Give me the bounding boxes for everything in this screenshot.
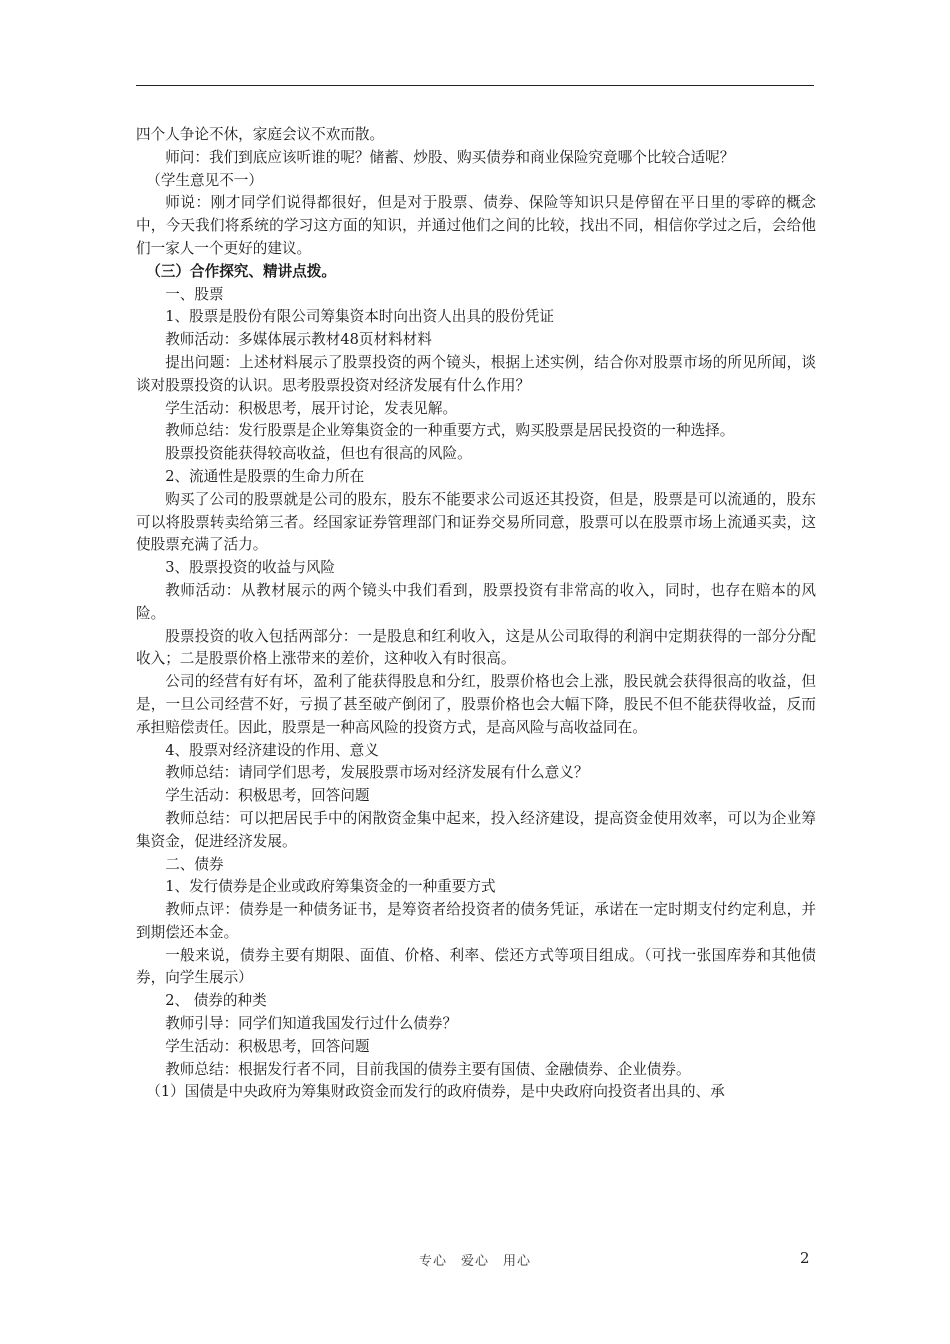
paragraph: 学生活动：积极思考，回答问题 — [165, 1037, 370, 1055]
paragraph: 提出问题：上述材料展示了股票投资的两个镜头，根据上述实例，结合你对股票市场的所见所闻，谈谈对股票投资的认识。思考股票投资对经济发展有什么作用？ — [136, 353, 816, 394]
paragraph: 教师总结：请同学们思考，发展股票市场对经济发展有什么意义？ — [165, 764, 589, 782]
paragraph: 2、 债券的种类 — [165, 992, 267, 1010]
paragraph: 教师活动：多媒体展示教材48页材料材料 — [165, 331, 432, 349]
paragraph: 一般来说，债券主要有期限、面值、价格、利率、偿还方式等项目组成。（可找一张国库券和其他债券，向学生展示） — [136, 946, 816, 987]
paragraph: （三）合作探究、精讲点拨。 — [146, 262, 336, 280]
document-body — [136, 124, 816, 1104]
paragraph: 师说：刚才同学们说得都很好，但是对于股票、债券、保险等知识只是停留在平日里的零碎的概念中，今天我们将系统的学习这方面的知识，并通过他们之间的比较，找出不同，相信你学过之后，会给他们一家人一个更好的建议。 — [136, 194, 816, 257]
page-number: 2 — [800, 1249, 810, 1267]
paragraph: 1、股票是股份有限公司筹集资本时向出资人出具的股份凭证 — [165, 308, 554, 326]
paragraph: 股票投资能获得较高收益，但也有很高的风险。 — [165, 445, 472, 463]
paragraph: 购买了公司的股票就是公司的股东，股东不能要求公司返还其投资，但是，股票是可以流通的，股东可以将股票转卖给第三者。经国家证券管理部门和证券交易所同意，股票可以在股票市场上流通买卖，这使股票充满了活力。 — [136, 490, 816, 554]
paragraph: 学生活动：积极思考，展开讨论，发表见解。 — [165, 399, 458, 417]
paragraph: 4、股票对经济建设的作用、意义 — [165, 741, 379, 759]
paragraph: 学生活动：积极思考，回答问题 — [165, 787, 370, 805]
paragraph: 教师总结：可以把居民手中的闲散资金集中起来，投入经济建设，提高资金使用效率，可以为企业筹集资金，促进经济发展。 — [136, 809, 816, 850]
paragraph: 股票投资的收入包括两部分：一是股息和红利收入，这是从公司取得的利润中定期获得的一部分分配收入；二是股票价格上涨带来的差价，这种收入有时很高。 — [136, 627, 816, 668]
paragraph: 四个人争论不休，家庭会议不欢而散。 — [136, 126, 385, 143]
paragraph: （学生意见不一） — [146, 171, 263, 189]
paragraph: 1、发行债券是企业或政府筹集资金的一种重要方式 — [165, 878, 496, 896]
paragraph: 二、债券 — [165, 855, 224, 873]
footer-text: 专心 爱心 用心 — [418, 1254, 531, 1269]
header-rule — [136, 85, 814, 86]
paragraph: 教师总结：发行股票是企业筹集资金的一种重要方式，购买股票是居民投资的一种选择。 — [165, 422, 735, 440]
paragraph: 教师引导：同学们知道我国发行过什么债券？ — [165, 1015, 458, 1033]
paragraph: 教师总结：根据发行者不同，目前我国的债券主要有国债、金融债券、企业债券。 — [165, 1060, 691, 1078]
paragraph: 2、流通性是股票的生命力所在 — [165, 467, 365, 485]
paragraph: 公司的经营有好有坏，盈利了能获得股息和分红，股票价格也会上涨，股民就会获得很高的收益，但是，一旦公司经营不好，亏损了甚至破产倒闭了，股票价格也会大幅下降，股民不但不能获得收益，反而承担赔偿责任。因此，股票是一种高风险的投资方式，是高风险与高收益同在。 — [136, 673, 816, 736]
paragraph: （1）国债是中央政府为筹集财政资金而发行的政府债券，是中央政府向投资者出具的、承 — [146, 1083, 725, 1101]
paragraph: 师问：我们到底应该听谁的呢？储蓄、炒股、购买债券和商业保险究竟哪个比较合适呢？ — [165, 148, 735, 166]
paragraph: 一、股票 — [165, 285, 224, 303]
paragraph: 教师活动：从教材展示的两个镜头中我们看到，股票投资有非常高的收入，同时，也存在赔本的风险。 — [136, 581, 816, 622]
paragraph: 3、股票投资的收益与风险 — [165, 559, 336, 577]
paragraph: 教师点评：债券是一种债务证书，是筹资者给投资者的债务凭证，承诺在一定时期支付约定利息，并到期偿还本金。 — [136, 901, 816, 941]
